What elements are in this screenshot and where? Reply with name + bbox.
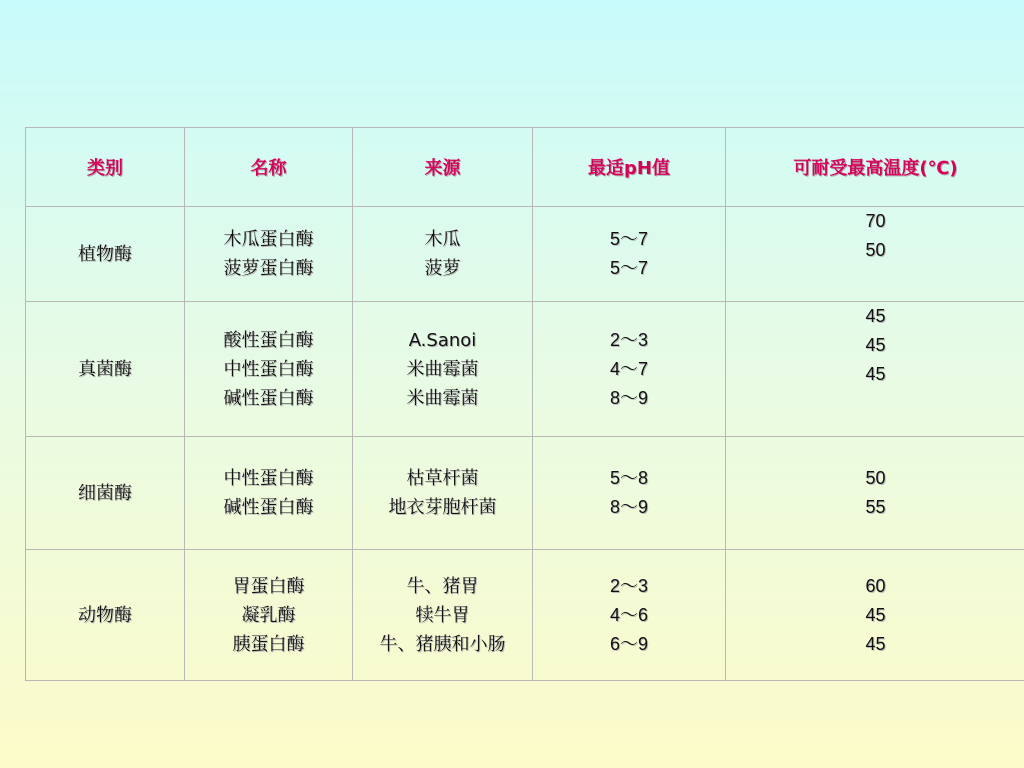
- source-cell: [353, 302, 533, 437]
- source-cell: [353, 550, 533, 681]
- table-row: [26, 550, 1024, 681]
- ph-value: 8～9: [609, 497, 649, 517]
- ph-cell: [533, 302, 726, 437]
- enzyme-source: 菠萝: [424, 258, 461, 279]
- name-cell: [185, 207, 353, 302]
- temperature-value: 50: [865, 468, 886, 488]
- ph-value: 5～7: [609, 258, 649, 278]
- temperature-cell: [726, 437, 1024, 550]
- header-optimal-ph: 最适pH值: [533, 128, 726, 207]
- header-name: 名称: [185, 128, 353, 207]
- ph-value: 4～6: [609, 604, 649, 625]
- temperature-value: 55: [865, 497, 886, 517]
- ph-value: 5～7: [609, 229, 649, 249]
- temperature-cell: [726, 207, 1024, 302]
- enzyme-name: 胃蛋白酶: [232, 575, 305, 597]
- name-cell: [185, 302, 353, 437]
- temperature-cell: [726, 302, 1024, 437]
- enzyme-name: 凝乳酶: [241, 604, 296, 626]
- temperature-value: 45: [865, 604, 886, 625]
- enzyme-source: 枯草杆菌: [406, 468, 479, 489]
- category-cell: 植物酶: [26, 207, 185, 302]
- enzyme-name: 酸性蛋白酶: [223, 329, 314, 351]
- name-cell: [185, 437, 353, 550]
- ph-value: 8～9: [609, 387, 649, 408]
- table-row: [26, 207, 1024, 302]
- header-category: 类别: [26, 128, 185, 207]
- ph-value: 2～3: [609, 329, 649, 350]
- ph-value: 5～8: [609, 468, 649, 488]
- enzyme-name: 中性蛋白酶: [223, 468, 314, 489]
- category-cell: 动物酶: [26, 550, 185, 681]
- temperature-value: 50: [865, 240, 886, 260]
- temperature-cell: [726, 550, 1024, 681]
- temperature-value: 45: [865, 633, 886, 654]
- temperature-value: 45: [865, 364, 886, 384]
- category-cell: 细菌酶: [26, 437, 185, 550]
- temperature-value: 70: [865, 211, 886, 231]
- header-max-temperature: 可耐受最高温度(℃): [726, 128, 1024, 207]
- category-cell: 真菌酶: [26, 302, 185, 437]
- source-cell: [353, 207, 533, 302]
- ph-cell: [533, 550, 726, 681]
- enzyme-name: 菠萝蛋白酶: [223, 258, 314, 279]
- enzyme-name: 木瓜蛋白酶: [223, 229, 314, 250]
- enzyme-source: 米曲霉菌: [406, 358, 479, 380]
- header-row: [26, 128, 1024, 207]
- name-cell: [185, 550, 353, 681]
- enzyme-name: 碱性蛋白酶: [223, 497, 314, 518]
- header-source: 来源: [353, 128, 533, 207]
- enzyme-source: 牛、猪胰和小肠: [379, 633, 506, 655]
- enzyme-source: 米曲霉菌: [406, 387, 479, 409]
- enzyme-source: 木瓜: [424, 229, 461, 250]
- enzyme-source: 牛、猪胃: [406, 575, 479, 597]
- source-cell: [353, 437, 533, 550]
- enzyme-name: 中性蛋白酶: [223, 358, 314, 380]
- enzyme-source: A.Sanoi: [408, 329, 477, 351]
- enzyme-source: 犊牛胃: [415, 604, 470, 626]
- temperature-value: 60: [865, 575, 886, 596]
- ph-cell: [533, 207, 726, 302]
- ph-value: 6～9: [609, 633, 649, 654]
- enzyme-table: [25, 127, 1024, 681]
- table-row: [26, 437, 1024, 550]
- ph-value: 2～3: [609, 575, 649, 596]
- enzyme-name: 碱性蛋白酶: [223, 387, 314, 409]
- enzyme-name: 胰蛋白酶: [232, 633, 305, 655]
- ph-cell: [533, 437, 726, 550]
- temperature-value: 45: [865, 306, 886, 326]
- table-row: [26, 302, 1024, 437]
- ph-value: 4～7: [609, 358, 649, 379]
- enzyme-source: 地衣芽胞杆菌: [388, 497, 497, 518]
- temperature-value: 45: [865, 335, 886, 355]
